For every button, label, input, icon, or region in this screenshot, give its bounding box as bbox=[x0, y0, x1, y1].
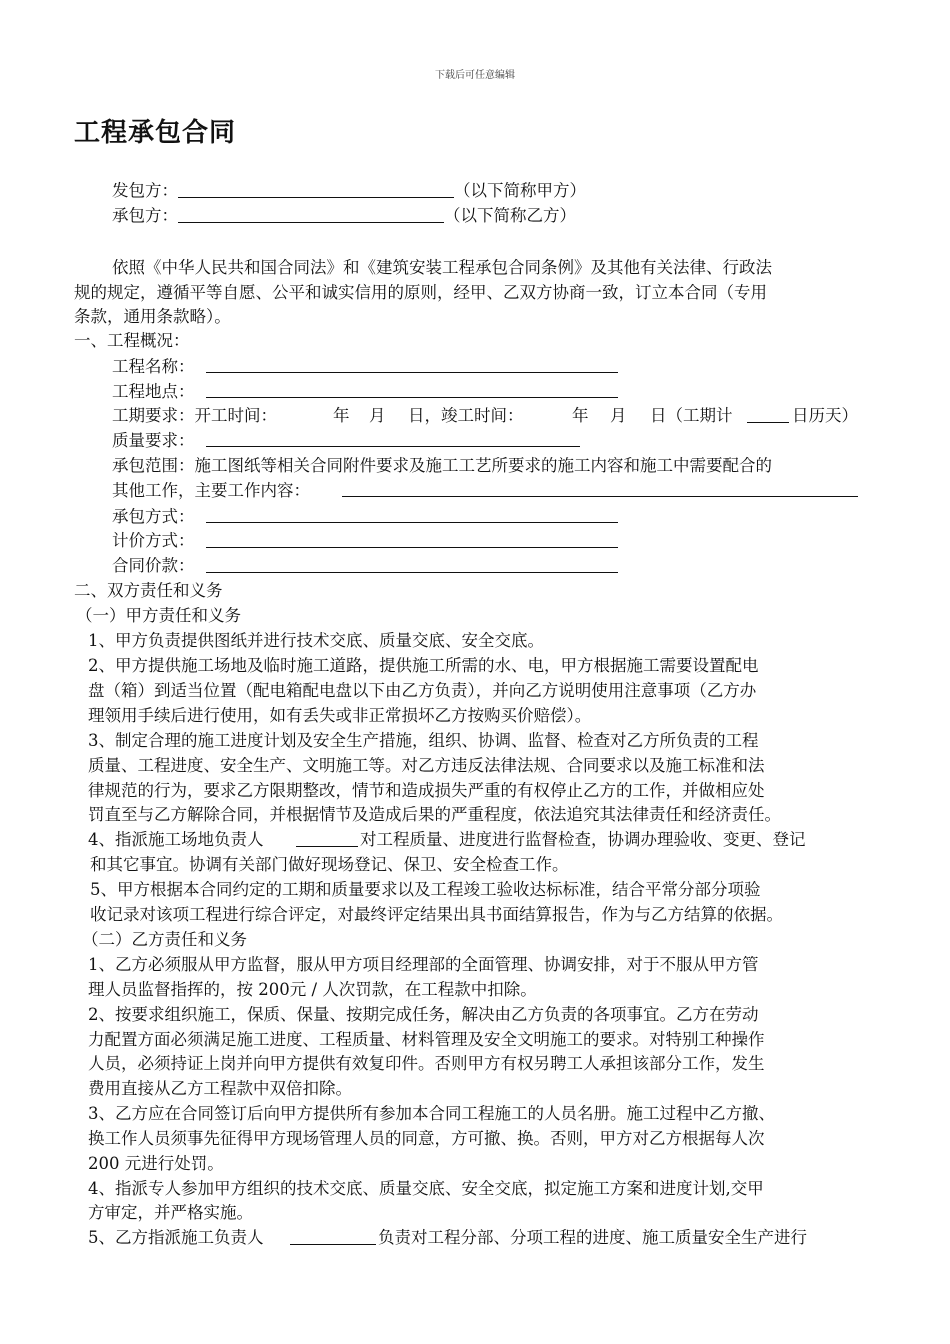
partyB-line: 4、指派专人参加甲方组织的技术交底、质量交底、安全交底，拟定施工方案和进度计划,交甲 bbox=[88, 1179, 764, 1198]
project-name-label: 工程名称： bbox=[112, 357, 195, 376]
contractor-suffix: （以下简称乙方） bbox=[444, 206, 576, 225]
contractor-blank bbox=[178, 206, 444, 223]
scope-blank bbox=[342, 495, 858, 497]
contractor-label: 承包方： bbox=[112, 206, 178, 225]
partyA-line: 1、甲方负责提供图纸并进行技术交底、质量交底、安全交底。 bbox=[88, 631, 544, 650]
section1-heading: 一、工程概况： bbox=[74, 331, 190, 350]
partyB-line: 1、乙方必须服从甲方监督，服从甲方项目经理部的全面管理、协调安排，对于不服从甲方管 bbox=[88, 955, 759, 974]
site-manager-blank bbox=[296, 845, 358, 847]
partyA-line: 3、制定合理的施工进度计划及安全生产措施，组织、协调、监督、检查对乙方所负责的工程 bbox=[88, 731, 759, 750]
document-title: 工程承包合同 bbox=[74, 118, 237, 148]
price-blank bbox=[206, 571, 618, 573]
partyB-line: 力配置方面必须满足施工进度、工程质量、材料管理及安全文明施工的要求。对特别工种操作 bbox=[88, 1030, 765, 1049]
partyA-line: 质量、工程进度、安全生产、文明施工等。对乙方违反法律法规、合同要求以及施工标准和法 bbox=[88, 756, 765, 775]
pricing-label: 计价方式： bbox=[112, 531, 195, 550]
header-note: 下载后可任意编辑 bbox=[435, 70, 515, 81]
partyB-line: 200 元进行处罚。 bbox=[88, 1154, 224, 1173]
partyB-line: 费用直接从乙方工程款中双倍扣除。 bbox=[88, 1079, 352, 1098]
partyB-item5-post: 负责对工程分部、分项工程的进度、施工质量安全生产进行 bbox=[378, 1228, 807, 1247]
period-month2: 月 bbox=[610, 406, 627, 425]
partyB-line: 2、按要求组织施工，保质、保量、按期完成任务，解决由乙方负责的各项事宜。乙方在劳动 bbox=[88, 1005, 759, 1024]
contractor-line bbox=[112, 204, 576, 228]
period-month1: 月 bbox=[369, 406, 386, 425]
period-label: 工期要求：开工时间： bbox=[112, 406, 277, 425]
project-name-blank bbox=[206, 371, 618, 373]
partyA-line: 盘（箱）到适当位置（配电箱配电盘以下由乙方负责），并向乙方说明使用注意事项（乙方办 bbox=[88, 681, 757, 700]
partyA-item4-post: 对工程质量、进度进行监督检查，协调办理验收、变更、登记 bbox=[360, 830, 806, 849]
issuer-line bbox=[112, 179, 586, 203]
period-day2: 日（工期计 bbox=[650, 406, 733, 425]
partyB-line: 理人员监督指挥的，按 200元 / 人次罚款，在工程款中扣除。 bbox=[88, 980, 537, 999]
method-blank bbox=[206, 521, 618, 523]
quality-blank bbox=[206, 445, 580, 447]
preamble-line: 依照《中华人民共和国合同法》和《建筑安装工程承包合同条例》及其他有关法律、行政法 bbox=[112, 258, 772, 277]
scope-line: 承包范围：施工图纸等相关合同附件要求及施工工艺所要求的施工内容和施工中需要配合的 bbox=[112, 456, 772, 475]
period-year1: 年 bbox=[333, 406, 350, 425]
construction-manager-blank bbox=[290, 1243, 376, 1245]
price-label: 合同价款： bbox=[112, 556, 195, 575]
partyA-line: 罚直至与乙方解除合同，并根据情节及造成后果的严重程度，依法追究其法律责任和经济责任。 bbox=[88, 805, 781, 824]
pricing-blank bbox=[206, 546, 618, 548]
issuer-label: 发包方： bbox=[112, 181, 178, 200]
partyA-line: 收记录对该项工程进行综合评定，对最终评定结果出具书面结算报告，作为与乙方结算的依据。 bbox=[90, 905, 783, 924]
scope-line: 其他工作，主要工作内容： bbox=[112, 481, 310, 500]
project-location-label: 工程地点： bbox=[112, 382, 195, 401]
partyB-item5-pre: 5、乙方指派施工负责人 bbox=[88, 1228, 264, 1247]
partyB-line: 人员，必须持证上岗并向甲方提供有效复印件。否则甲方有权另聘工人承担该部分工作，发生 bbox=[88, 1054, 765, 1073]
partyA-line: 律规范的行为，要求乙方限期整改，情节和造成损失严重的有权停止乙方的工作，并做相应处 bbox=[88, 781, 765, 800]
method-label: 承包方式： bbox=[112, 507, 195, 526]
partyA-heading: （一）甲方责任和义务 bbox=[76, 606, 241, 625]
period-day1: 日，竣工时间： bbox=[408, 406, 524, 425]
issuer-suffix: （以下简称甲方） bbox=[454, 181, 586, 200]
period-year2: 年 bbox=[572, 406, 589, 425]
partyA-line: 理领用手续后进行使用，如有丢失或非正常损坏乙方按购买价赔偿）。 bbox=[88, 706, 592, 725]
issuer-blank bbox=[178, 181, 454, 198]
partyB-line: 换工作人员须事先征得甲方现场管理人员的同意，方可撤、换。否则，甲方对乙方根据每人次 bbox=[88, 1129, 765, 1148]
preamble-line: 规的规定，遵循平等自愿、公平和诚实信用的原则，经甲、乙双方协商一致，订立本合同（专用 bbox=[74, 283, 767, 302]
partyB-line: 方审定，并严格实施。 bbox=[88, 1203, 253, 1222]
preamble-line: 条款，通用条款略）。 bbox=[74, 307, 231, 326]
section2-heading: 二、双方责任和义务 bbox=[74, 581, 223, 600]
project-location-blank bbox=[206, 396, 618, 398]
partyA-line: 5、甲方根据本合同约定的工期和质量要求以及工程竣工验收达标标准，结合平常分部分项验 bbox=[90, 880, 761, 899]
partyA-item4-pre: 4、指派施工场地负责人 bbox=[88, 830, 264, 849]
period-end: 日历天） bbox=[792, 406, 858, 425]
partyB-line: 3、乙方应在合同签订后向甲方提供所有参加本合同工程施工的人员名册。施工过程中乙方撤、 bbox=[88, 1104, 775, 1123]
partyA-line: 和其它事宜。协调有关部门做好现场登记、保卫、安全检查工作。 bbox=[90, 855, 569, 874]
partyB-heading: （二）乙方责任和义务 bbox=[82, 930, 247, 949]
partyA-line: 2、甲方提供施工场地及临时施工道路，提供施工所需的水、电，甲方根据施工需要设置配电 bbox=[88, 656, 759, 675]
quality-label: 质量要求： bbox=[112, 431, 195, 450]
period-days-blank bbox=[747, 421, 789, 423]
